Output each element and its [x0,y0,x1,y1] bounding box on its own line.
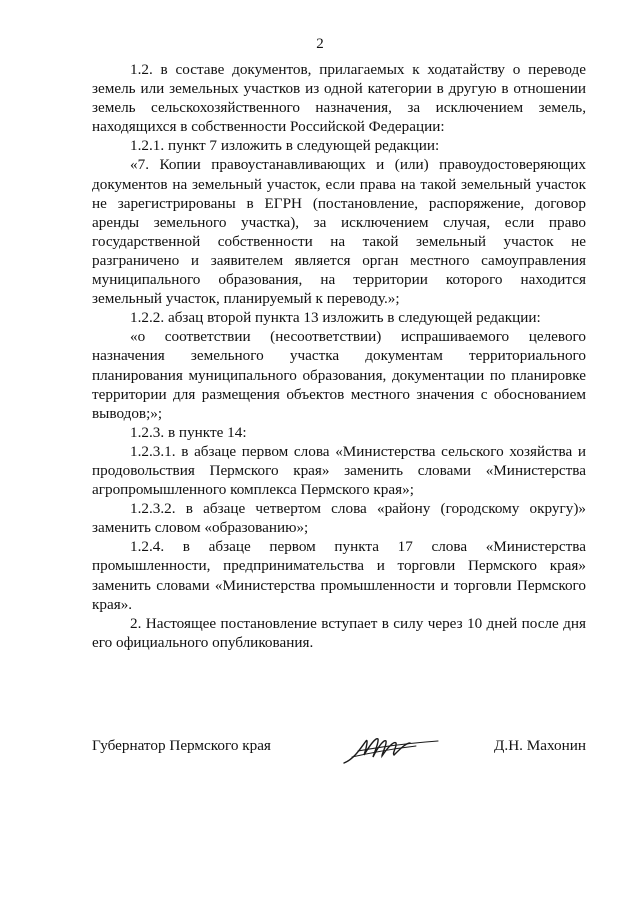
paragraph-1-2: 1.2. в составе документов, прилагаемых к ходатайству о переводе земель или земельных участков из одной категории в другую в отношении земель сельскохозяйственного назначения, за исключением земель, находящихся в собственности Российской Федерации: [92,61,586,136]
paragraph-1-2-2: 1.2.2. абзац второй пункта 13 изложить в следующей редакции: [130,309,541,327]
paragraph-point-13-text: «о соответствии (несоответствии) испрашиваемого целевого назначения земельного участка документам территориального планирования муниципального образования, документации по планировке территории для размещения объектов местного значения с обоснованием выводов;»; [92,328,586,422]
paragraph-point-7: «7. Копии правоустанавливающих и (или) правоудостоверяющих документов на земельный участок, если права на такой земельный участок не зарегистрированы в ЕГРН (постановление, распоряжение, договор аренды земельного участка), за исключением случая, если право государственной собственности на такой земельный участок не разграничено и заявителем является орган местного самоуправления муниципального образования, на территории которого находится земельный участок, планируемый к переводу.»; [92,156,586,308]
document-body [92,60,586,652]
paragraph-1-2-3: 1.2.3. в пункте 14: [130,423,247,441]
handwritten-signature [340,733,440,767]
signatory-name: Д.Н. Махонин [494,737,586,754]
paragraph-1-2-4: 1.2.4. в абзаце первом пункта 17 слова «Министерства промышленности, предпринимательства и торговли Пермского края» заменить словами «Министерства промышленности и торговли Пермского края». [92,538,586,613]
paragraph-1-2-3-2: 1.2.3.2. в абзаце четвертом слова «району (городскому округу)» заменить словом «образованию»; [92,500,586,537]
paragraph-1-2-3-1: 1.2.3.1. в абзаце первом слова «Министерства сельского хозяйства и продовольствия Пермского края» заменить словами «Министерства агропромышленного комплекса Пермского края»; [92,442,586,499]
paragraph-2: 2. Настоящее постановление вступает в силу через 10 дней после дня его официального опубликования. [92,614,586,651]
page-number: 2 [316,36,324,52]
signature-block [92,733,586,773]
signatory-title: Губернатор Пермского края [92,737,271,754]
paragraph-1-2-1: 1.2.1. пункт 7 изложить в следующей редакции: [130,137,440,155]
